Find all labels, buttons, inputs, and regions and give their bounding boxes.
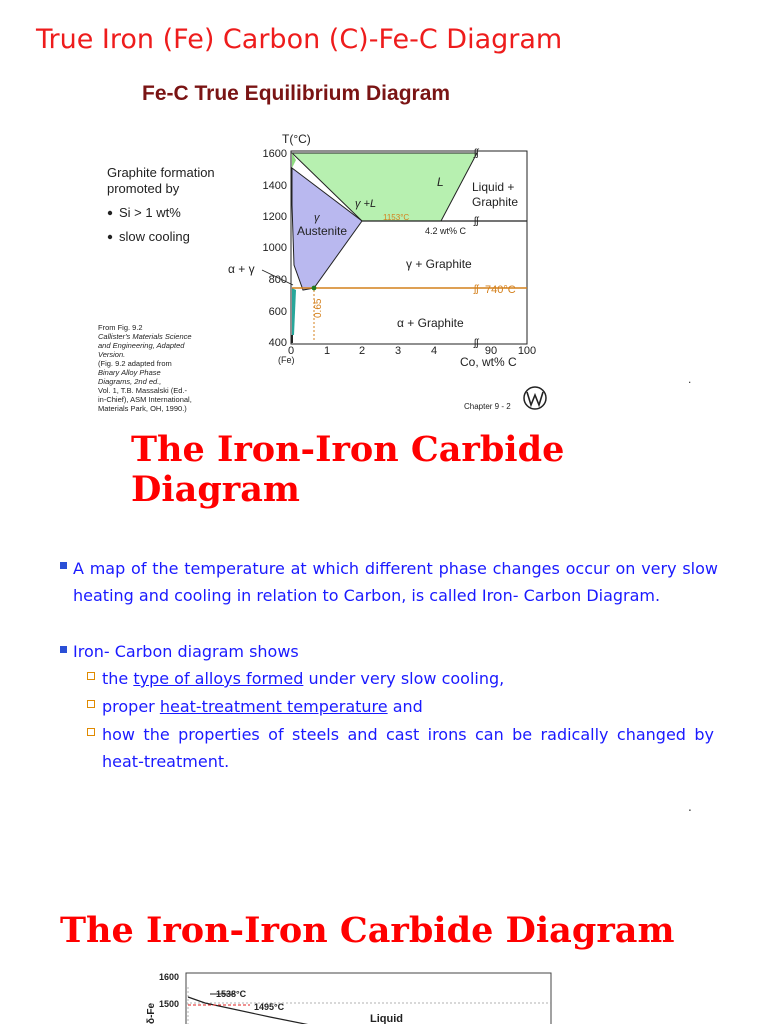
y-tick-1000: 1000 xyxy=(262,242,287,254)
axis-break-mid: ʃʃ xyxy=(474,216,479,227)
source-line: (Fig. 9.2 adapted from xyxy=(98,359,172,368)
x-origin-label: (Fe) xyxy=(278,355,295,365)
fig2-label-delta-fe: δ-Fe xyxy=(146,1002,157,1024)
label-alpha-gamma: α + γ xyxy=(228,262,255,276)
y-tick-400: 400 xyxy=(268,337,287,349)
source-line: Version. xyxy=(98,350,126,359)
source-line: and Engineering, Adapted xyxy=(98,341,185,350)
dot-mark-2: . xyxy=(688,800,692,814)
y-tick-800: 800 xyxy=(268,274,287,286)
label-gamma-graphite: γ + Graphite xyxy=(406,257,472,271)
eutectoid-comp-label: 0.65 xyxy=(313,298,324,318)
bullet-text-1: A map of the temperature at which different phase changes occur on very slow heating and cooling in relation to Carbon, is called Iron- Carbon Diagram. xyxy=(73,559,718,605)
note-bullet-dot-1 xyxy=(108,211,112,215)
note-bullet-1: Si > 1 wt% xyxy=(119,205,181,220)
note-bullet-dot-2 xyxy=(108,235,112,239)
fig2-y-tick-1500: 1500 xyxy=(159,999,180,1009)
sub-bullet-marker-2 xyxy=(87,700,95,708)
note-line-1: Graphite formation xyxy=(107,165,215,180)
bullet-text-2: Iron- Carbon diagram shows xyxy=(73,642,299,661)
label-austenite: Austenite xyxy=(297,224,348,238)
source-line: Vol. 1, T.B. Massalski (Ed.- xyxy=(98,386,188,395)
y-tick-1600: 1600 xyxy=(262,148,287,160)
eutectic-temp-label: 1153°C xyxy=(383,213,410,222)
axis-break-top: ʃʃ xyxy=(474,148,479,159)
sub-bullet-1-text-end: under very slow cooling, xyxy=(303,669,505,688)
section-heading-2: The Iron-Iron Carbide Diagram xyxy=(60,910,675,951)
eutectoid-temp-label: 740°C xyxy=(485,284,516,296)
source-line: Materials Park, OH, 1990.) xyxy=(98,404,187,413)
sub-bullet-2-text: proper xyxy=(102,697,160,716)
sub-bullet-marker-3 xyxy=(87,728,95,736)
axis-break-eutectoid: ʃʃ xyxy=(474,284,479,295)
bullet-marker-1 xyxy=(60,562,67,569)
axis-break-bottom: ʃʃ xyxy=(474,338,479,349)
label-liquid-graphite-2: Graphite xyxy=(472,195,519,209)
label-liquid: L xyxy=(437,175,444,189)
figure-source xyxy=(98,323,192,413)
source-line: Callister's Materials Science xyxy=(98,332,192,341)
label-liquid-graphite-1: Liquid + xyxy=(472,180,515,194)
figure-title: Fe-C True Equilibrium Diagram xyxy=(142,82,451,105)
label-gamma: γ xyxy=(314,212,320,224)
x-tick-0: 0 xyxy=(287,345,295,357)
x-tick-3: 3 xyxy=(394,345,402,357)
x-tick-4: 4 xyxy=(430,345,438,357)
university-logo-icon xyxy=(524,387,546,409)
note-line-2: promoted by xyxy=(107,181,180,196)
sub-bullet-2-text-end: and xyxy=(387,697,423,716)
alpha-region xyxy=(292,288,296,335)
fig2-label-1538: 1538°C xyxy=(216,989,247,999)
sub-bullet-1-text: the xyxy=(102,669,134,688)
link-heat-treatment-temperature[interactable]: heat-treatment temperature xyxy=(159,697,388,716)
phase-diagram xyxy=(0,0,768,425)
sub-bullet-marker-1 xyxy=(87,672,95,680)
fig2-label-liquid: Liquid xyxy=(370,1013,403,1024)
source-line: From Fig. 9.2 xyxy=(98,323,143,332)
fig2-y-tick-1600: 1600 xyxy=(159,972,180,982)
bullet-marker-2 xyxy=(60,646,67,653)
sub-bullet-1 xyxy=(102,665,504,692)
y-tick-600: 600 xyxy=(268,306,287,318)
x-tick-90: 90 xyxy=(484,345,498,357)
source-line: Diagrams, 2nd ed., xyxy=(98,377,162,386)
label-alpha-graphite: α + Graphite xyxy=(397,316,464,330)
fig2-label-1495: 1495°C xyxy=(254,1002,285,1012)
eutectic-comp-label: 4.2 wt% C xyxy=(425,226,467,236)
sub-bullet-2 xyxy=(102,693,423,720)
label-gamma-l: γ +L xyxy=(355,198,377,210)
x-tick-1: 1 xyxy=(323,345,331,357)
y-tick-labels xyxy=(263,148,287,349)
note-bullet-2: slow cooling xyxy=(119,229,190,244)
dot-mark-1: . xyxy=(688,372,692,386)
page-title: True Iron (Fe) Carbon (C)-Fe-C Diagram xyxy=(36,24,563,55)
y-tick-1200: 1200 xyxy=(262,211,287,223)
iron-carbide-diagram xyxy=(130,965,560,1024)
y-axis-label: T(°C) xyxy=(282,132,311,146)
link-type-of-alloys[interactable]: type of alloys formed xyxy=(133,669,304,688)
x-tick-2: 2 xyxy=(358,345,366,357)
x-tick-100: 100 xyxy=(517,345,537,357)
y-tick-1400: 1400 xyxy=(262,180,287,192)
chapter-label: Chapter 9 - 2 xyxy=(464,402,511,411)
x-axis-label: Co, wt% C xyxy=(460,355,517,369)
source-line: Binary Alloy Phase xyxy=(98,368,161,377)
sub-bullet-3: how the properties of steels and cast irons can be radically changed by heat-treatment. xyxy=(102,725,714,771)
section-heading-1: The Iron-Iron Carbide Diagram xyxy=(131,429,565,510)
source-line: in-Chief), ASM International, xyxy=(98,395,192,404)
eutectoid-point xyxy=(312,286,317,291)
